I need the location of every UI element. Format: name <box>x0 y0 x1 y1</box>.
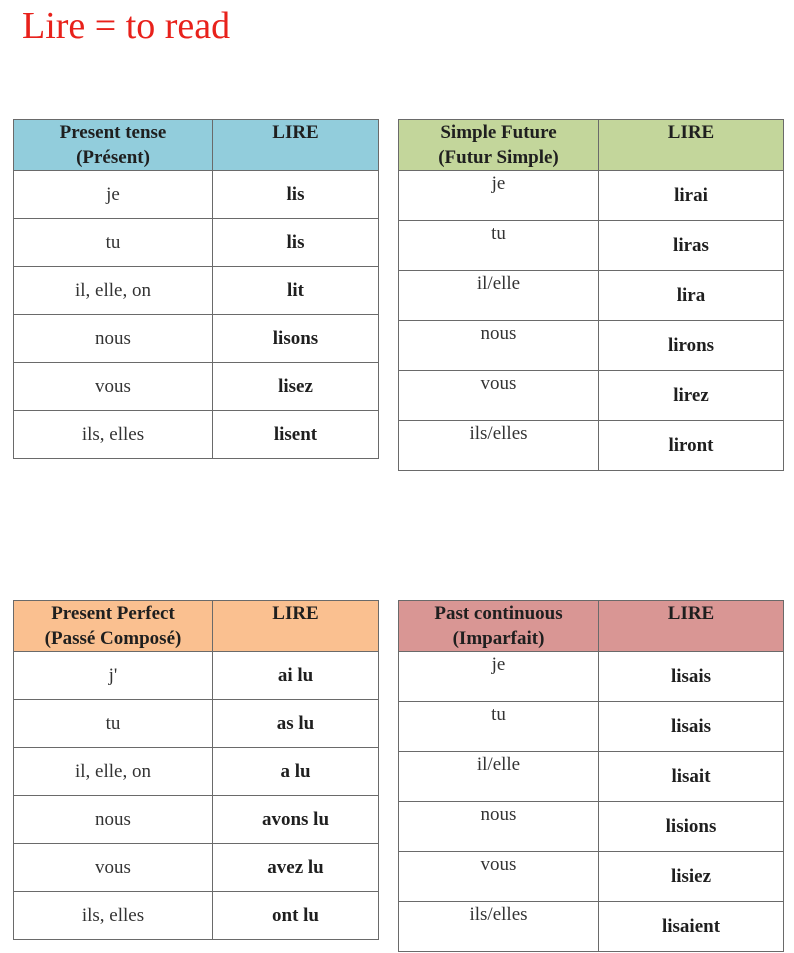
table-row <box>399 371 784 421</box>
pronoun-cell: tu <box>14 219 213 267</box>
pronoun-cell: ils, elles <box>14 892 213 940</box>
tense-header-cell <box>399 601 599 652</box>
verb-header-cell: LIRE <box>213 120 379 171</box>
pronoun-cell: nous <box>399 802 599 852</box>
tense-name: Simple Future <box>440 122 557 143</box>
conjugation-cell: lis <box>213 171 379 219</box>
pronoun-cell: vous <box>399 371 599 421</box>
pronoun-cell: ils/elles <box>399 902 599 952</box>
conjugation-cell: avons lu <box>213 796 379 844</box>
table-header-row <box>14 120 379 171</box>
pronoun-cell: tu <box>399 221 599 271</box>
tense-french-name: (Futur Simple) <box>438 147 559 168</box>
table-row <box>399 221 784 271</box>
conjugation-cell: lira <box>599 271 784 321</box>
table-row <box>14 363 379 411</box>
verb-header-cell: LIRE <box>213 601 379 652</box>
table-row <box>399 321 784 371</box>
pronoun-cell: ils, elles <box>14 411 213 459</box>
pronoun-cell: je <box>399 171 599 221</box>
conjugation-cell: lisent <box>213 411 379 459</box>
pronoun-cell: il, elle, on <box>14 748 213 796</box>
table-row <box>14 844 379 892</box>
conjugation-cell: lisais <box>599 702 784 752</box>
table-header-row <box>14 601 379 652</box>
conjugation-cell: lirez <box>599 371 784 421</box>
pronoun-cell: ils/elles <box>399 421 599 471</box>
conjugation-cell: avez lu <box>213 844 379 892</box>
table-row <box>14 411 379 459</box>
conjugation-cell: as lu <box>213 700 379 748</box>
conjugation-cell: lirai <box>599 171 784 221</box>
simple-future-table <box>398 119 784 471</box>
table-row <box>399 171 784 221</box>
page-title: Lire = to read <box>22 5 231 47</box>
conjugation-cell: lisaient <box>599 902 784 952</box>
pronoun-cell: j' <box>14 652 213 700</box>
pronoun-cell: tu <box>14 700 213 748</box>
conjugation-cell: ont lu <box>213 892 379 940</box>
conjugation-cell: lirons <box>599 321 784 371</box>
tense-name: Past continuous <box>434 603 563 624</box>
verb-header-cell: LIRE <box>599 120 784 171</box>
tense-french-name: (Passé Composé) <box>44 628 182 649</box>
conjugation-cell: liras <box>599 221 784 271</box>
tense-header-cell <box>399 120 599 171</box>
pronoun-cell: nous <box>399 321 599 371</box>
table-header-row <box>399 601 784 652</box>
conjugation-cell: lisez <box>213 363 379 411</box>
verb-header-cell: LIRE <box>599 601 784 652</box>
table-row <box>399 802 784 852</box>
table-row <box>399 271 784 321</box>
conjugation-cell: lisait <box>599 752 784 802</box>
table-row <box>14 267 379 315</box>
pronoun-cell: je <box>399 652 599 702</box>
table-row <box>399 902 784 952</box>
pronoun-cell: vous <box>14 363 213 411</box>
tense-header-cell <box>14 601 213 652</box>
conjugation-cell: lis <box>213 219 379 267</box>
table-row <box>14 748 379 796</box>
table-row <box>399 702 784 752</box>
conjugation-cell: liront <box>599 421 784 471</box>
conjugation-cell: lisons <box>213 315 379 363</box>
conjugation-cell: lisions <box>599 802 784 852</box>
tense-header-cell <box>14 120 213 171</box>
pronoun-cell: il, elle, on <box>14 267 213 315</box>
tense-name: Present Perfect <box>51 603 175 624</box>
pronoun-cell: il/elle <box>399 752 599 802</box>
present-tense-table <box>13 119 379 459</box>
conjugation-cell: lisais <box>599 652 784 702</box>
pronoun-cell: je <box>14 171 213 219</box>
pronoun-cell: vous <box>399 852 599 902</box>
pronoun-cell: tu <box>399 702 599 752</box>
present-perfect-table <box>13 600 379 940</box>
tense-name: Present tense <box>59 122 167 143</box>
conjugation-cell: lit <box>213 267 379 315</box>
pronoun-cell: vous <box>14 844 213 892</box>
conjugation-cell: a lu <box>213 748 379 796</box>
table-row <box>399 421 784 471</box>
pronoun-cell: nous <box>14 315 213 363</box>
table-row <box>14 796 379 844</box>
pronoun-cell: il/elle <box>399 271 599 321</box>
tense-french-name: (Présent) <box>76 147 150 168</box>
table-row <box>14 171 379 219</box>
table-header-row <box>399 120 784 171</box>
conjugation-cell: ai lu <box>213 652 379 700</box>
table-row <box>14 892 379 940</box>
table-row <box>399 752 784 802</box>
table-row <box>14 219 379 267</box>
table-row <box>399 852 784 902</box>
table-row <box>14 315 379 363</box>
table-row <box>14 700 379 748</box>
table-row <box>399 652 784 702</box>
imparfait-table <box>398 600 784 952</box>
table-row <box>14 652 379 700</box>
pronoun-cell: nous <box>14 796 213 844</box>
tense-french-name: (Imparfait) <box>452 628 545 649</box>
conjugation-cell: lisiez <box>599 852 784 902</box>
